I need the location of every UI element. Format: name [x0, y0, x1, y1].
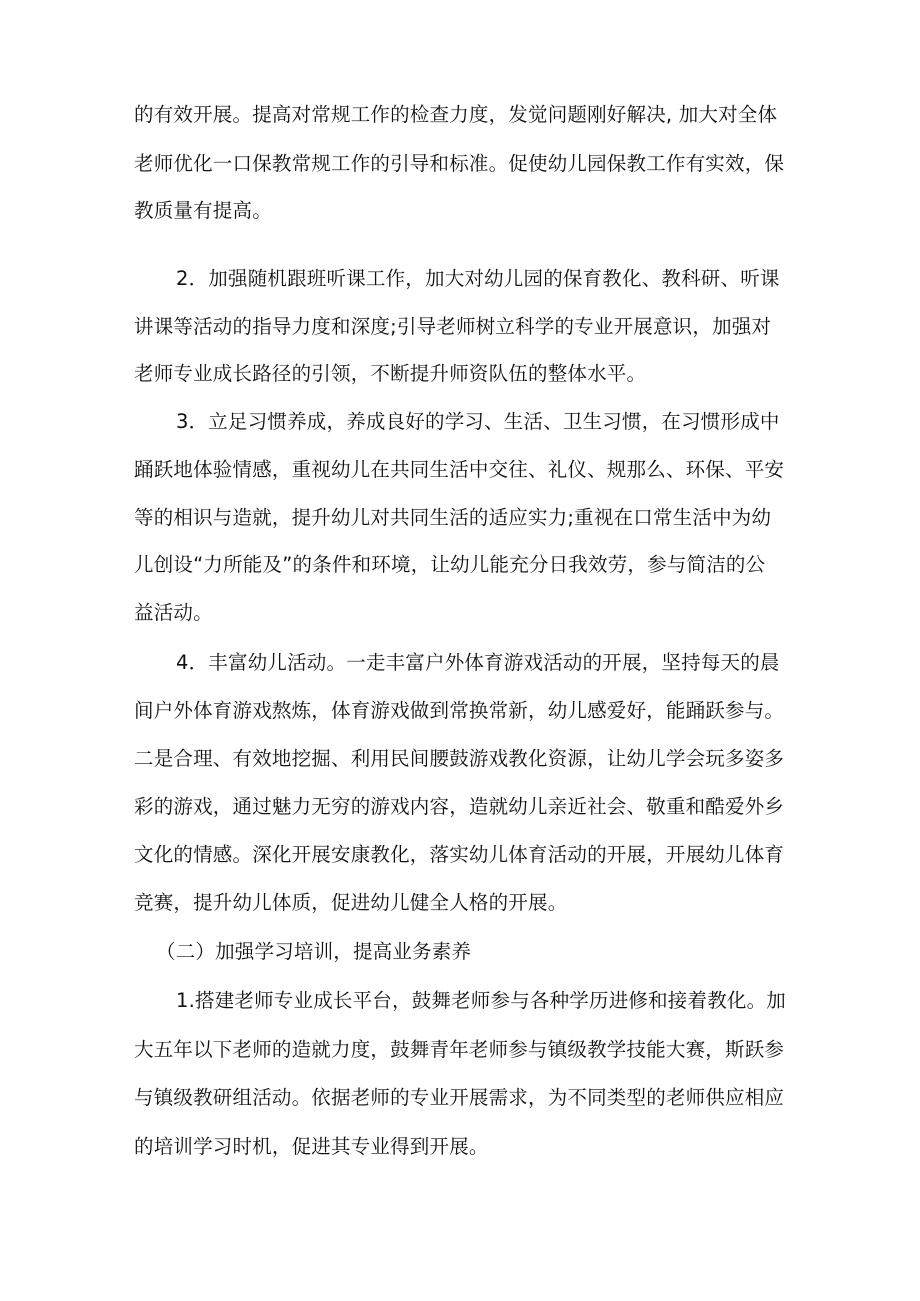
list-item-4-line: 间户外体育游戏熬炼，体育游戏做到常换常新，幼儿感爱好，能踊跃参与。 [134, 699, 785, 722]
list-item-3-line: 儿创设“力所能及”的条件和环境，让幼儿能充分日我效劳，参与简洁的公 [134, 553, 766, 576]
section-item-1-line: 的培训学习时机，促进其专业得到开展。 [134, 1135, 489, 1158]
list-item-4-line: 二是合理、有效地挖掘、利用民间腰鼓游戏教化资源，让幼儿学会玩多姿多 [134, 747, 785, 770]
list-item-2-line: 2．加强随机跟班听课工作，加大对幼儿园的保育教化、教科研、听课 [176, 267, 780, 290]
section-heading: （二）加强学习培训，提高业务素养 [156, 940, 472, 963]
list-item-3-line: 3．立足习惯养成，养成良好的学习、生活、卫生习惯，在习惯形成中 [176, 410, 780, 433]
paragraph-line: 老师优化一口保教常规工作的引导和标准。促使幼儿园保教工作有实效，保 [134, 152, 785, 175]
paragraph-line: 的有效开展。提高对常规工作的检查力度，发觉问题刚好解决, 加大对全体 [134, 103, 778, 126]
section-item-1-line: 与镇级教研组活动。依据老师的专业开展需求，为不同类型的老师供应相应 [134, 1086, 785, 1109]
list-item-3-line: 踊跃地体验情感，重视幼儿在共同生活中交往、礼仪、规那么、环保、平安 [134, 458, 785, 481]
list-item-4-line: 4．丰富幼儿活动。一走丰富户外体育游戏活动的开展，坚持每天的晨 [176, 651, 780, 674]
list-item-3-line: 益活动。 [134, 601, 213, 624]
list-item-4-line: 彩的游戏，通过魅力无穷的游戏内容，造就幼儿亲近社会、敬重和酷爱外乡 [134, 795, 785, 818]
section-item-1-line: 1.搭建老师专业成长平台，鼓舞老师参与各种学历进修和接着教化。加 [176, 989, 787, 1012]
paragraph-line: 教质量有提高。 [134, 199, 272, 222]
list-item-3-line: 等的相识与造就，提升幼儿对共同生活的适应实力;重视在口常生活中为幼 [134, 506, 772, 529]
list-item-4-line: 竞赛，提升幼儿体质，促进幼儿健全人格的开展。 [134, 891, 568, 914]
section-item-1-line: 大五年以下老师的造就力度，鼓舞青年老师参与镇级教学技能大赛，斯跃参 [134, 1038, 785, 1061]
list-item-4-line: 文化的情感。深化开展安康教化，落实幼儿体育活动的开展，开展幼儿体育 [134, 843, 785, 866]
list-item-2-line: 讲课等活动的指导力度和深度;引导老师树立科学的专业开展意识，加强对 [134, 315, 772, 338]
list-item-2-line: 老师专业成长路径的引领，不断提升师资队伍的整体水平。 [134, 362, 647, 385]
